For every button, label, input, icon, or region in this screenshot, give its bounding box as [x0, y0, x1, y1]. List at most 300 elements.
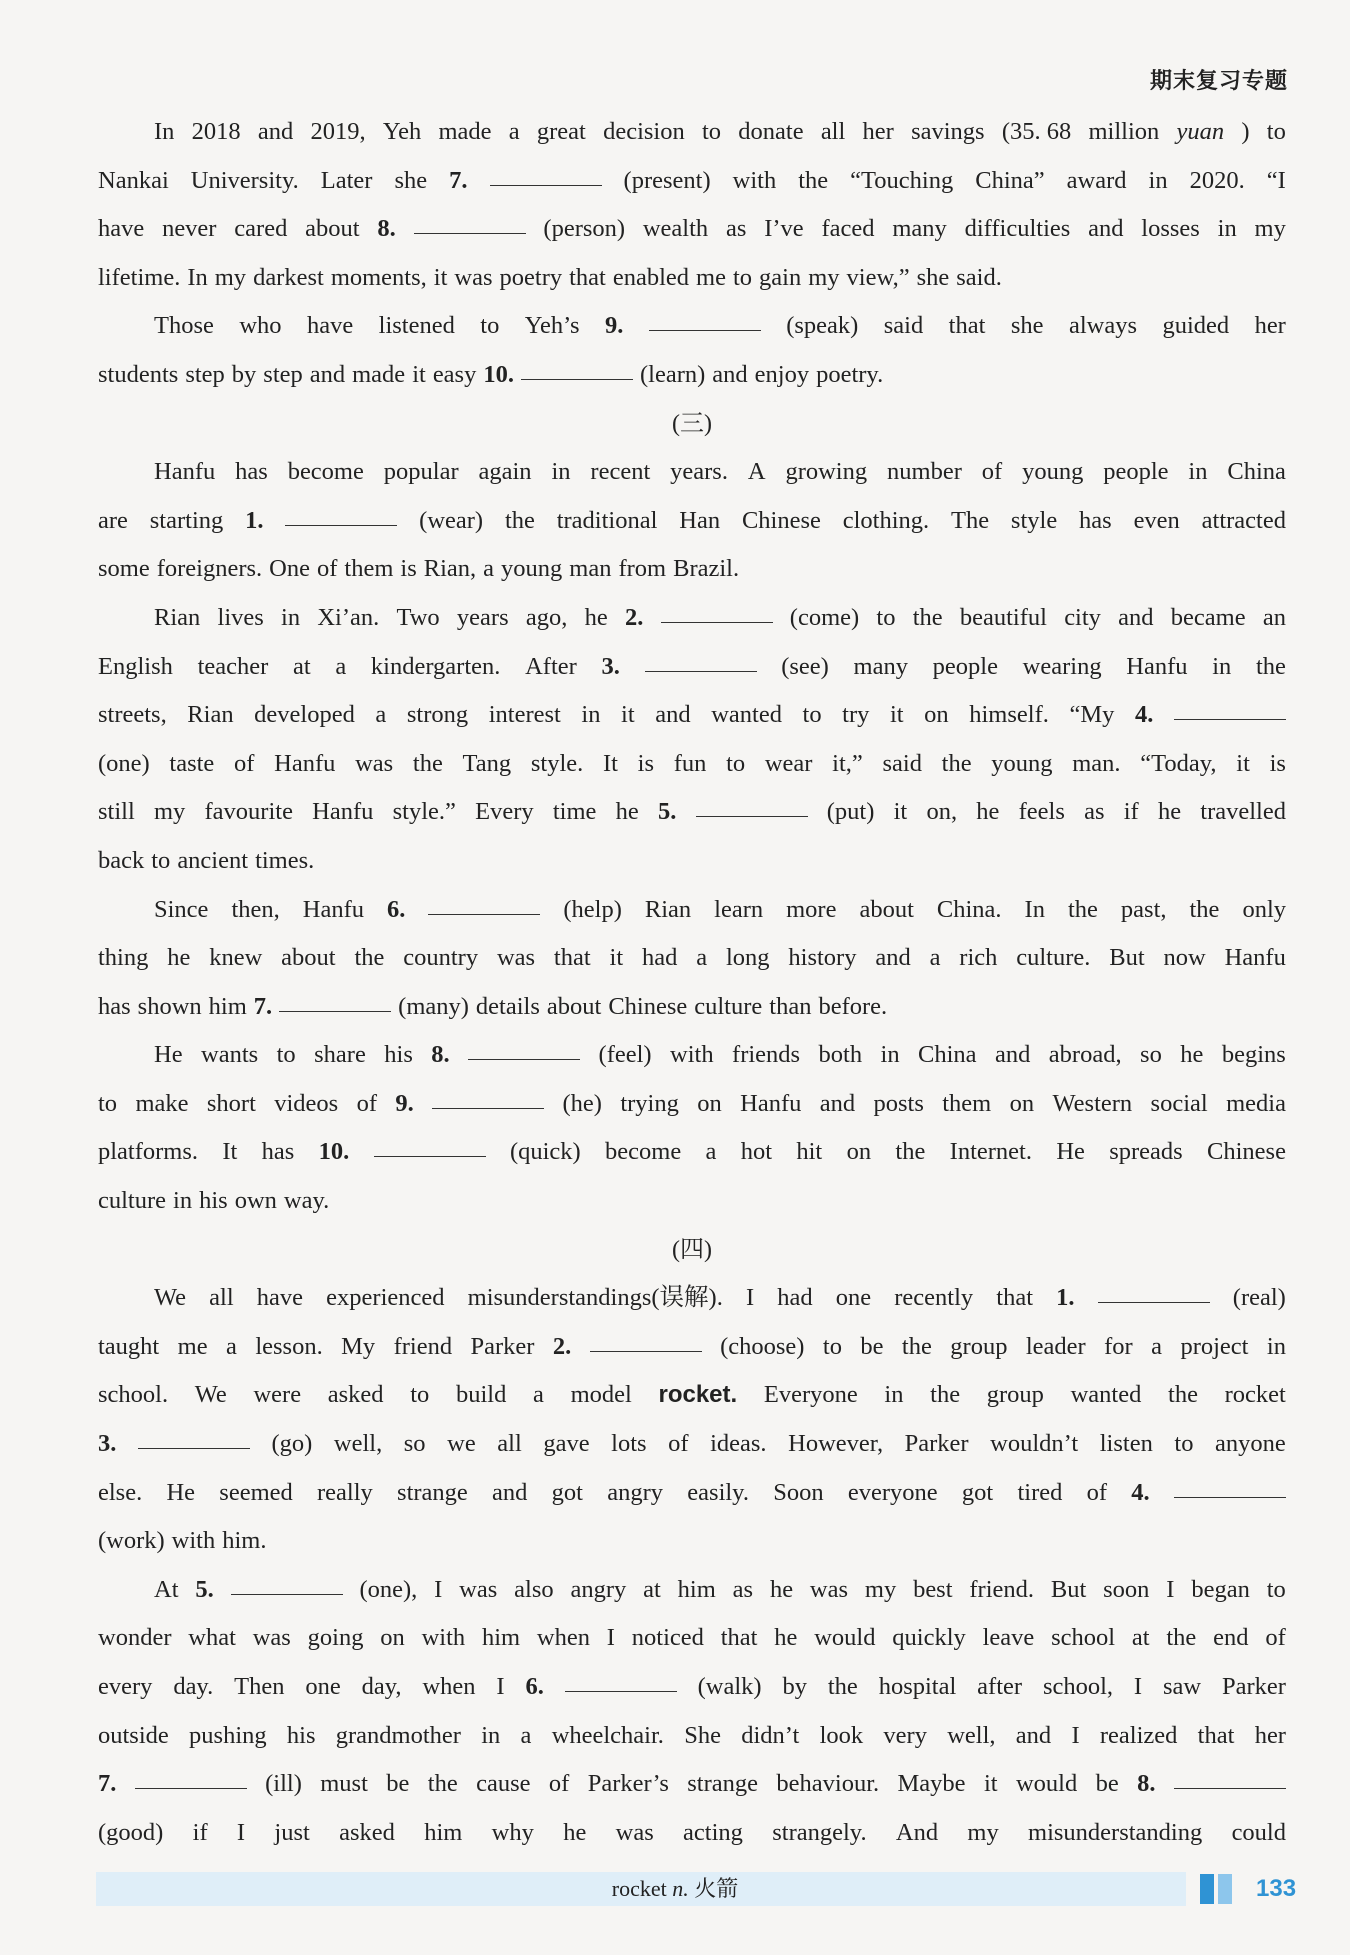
- word: culture: [98, 1187, 167, 1215]
- word: to: [480, 312, 500, 340]
- question-number: 1.: [1056, 1284, 1075, 1312]
- word: his: [199, 1187, 228, 1215]
- word: (learn): [639, 360, 706, 388]
- word: for: [1104, 1332, 1133, 1360]
- answer-blank[interactable]: [521, 355, 633, 380]
- word: guided: [1162, 312, 1230, 340]
- word: interest: [488, 701, 561, 729]
- word: the: [930, 1381, 961, 1409]
- word: would: [814, 1624, 876, 1652]
- word: of: [548, 1770, 570, 1798]
- word: (35. 68: [1001, 118, 1072, 145]
- word: 2018: [191, 118, 241, 145]
- word: I: [236, 1818, 246, 1846]
- word: that: [720, 1624, 758, 1652]
- word: taught: [98, 1332, 160, 1360]
- word: videos: [274, 1089, 339, 1117]
- word: a: [1151, 1332, 1163, 1360]
- word: pushing: [189, 1721, 267, 1749]
- word: and: [1088, 215, 1124, 243]
- word: was: [496, 944, 536, 972]
- word: has: [261, 1138, 295, 1166]
- word: just: [274, 1818, 310, 1846]
- word: on: [380, 1624, 405, 1652]
- word: Two: [396, 603, 440, 631]
- word: One: [269, 555, 310, 583]
- word: (good): [98, 1818, 164, 1846]
- word: said: [882, 749, 922, 777]
- word: We: [194, 1381, 227, 1409]
- word: hit: [796, 1138, 823, 1166]
- word: Chinese: [741, 506, 821, 534]
- word: darkest: [253, 263, 324, 291]
- word: But: [1109, 944, 1145, 972]
- question-number: 5.: [195, 1575, 214, 1603]
- word: (he): [562, 1089, 602, 1117]
- word: number: [887, 458, 962, 486]
- word: have: [256, 1284, 304, 1312]
- word: his: [384, 1041, 413, 1069]
- word: still: [98, 798, 135, 826]
- word: man.: [1072, 749, 1121, 777]
- word: China: [918, 1041, 977, 1069]
- word: then,: [231, 895, 280, 923]
- section-heading-label: (三): [672, 410, 712, 437]
- text-line: [98, 351, 1286, 400]
- word: he: [615, 798, 639, 826]
- word: faced: [821, 215, 875, 243]
- word: Parker: [904, 1430, 969, 1458]
- text-line: [98, 837, 1286, 886]
- word: wanted: [1070, 1381, 1142, 1409]
- word: could: [1231, 1818, 1286, 1846]
- word: misunderstanding: [1028, 1818, 1203, 1846]
- text-line: [98, 545, 1286, 594]
- word: in: [1188, 458, 1208, 486]
- word: that: [569, 263, 606, 291]
- word: a: [226, 1332, 237, 1360]
- word: to: [98, 1089, 118, 1117]
- word: in: [880, 1041, 900, 1069]
- text-line: [98, 1663, 1286, 1712]
- word: (person): [543, 215, 626, 243]
- word: taste: [169, 749, 215, 777]
- word: beautiful: [959, 603, 1047, 631]
- word: savings: [911, 118, 985, 145]
- word: my: [808, 263, 840, 291]
- word: now: [1163, 944, 1206, 972]
- word: long: [725, 944, 770, 972]
- word: donate: [738, 118, 804, 145]
- word: I: [1071, 1721, 1080, 1749]
- word: But: [1050, 1575, 1087, 1603]
- word: tired: [1017, 1478, 1063, 1506]
- answer-blank[interactable]: [565, 1667, 677, 1692]
- word: really: [317, 1478, 373, 1506]
- word: Nankai: [98, 166, 169, 194]
- word: became: [1170, 603, 1246, 631]
- word: a: [375, 701, 387, 729]
- word: made: [438, 118, 492, 145]
- word: he: [1180, 1041, 1204, 1069]
- word: realized: [1099, 1721, 1178, 1749]
- answer-blank[interactable]: [1174, 1473, 1286, 1498]
- answer-blank[interactable]: [135, 1764, 247, 1789]
- word: Yeh: [382, 118, 422, 145]
- answer-blank[interactable]: [468, 1035, 580, 1060]
- word: more: [786, 895, 837, 923]
- word: enabled: [612, 263, 690, 291]
- word: the: [412, 749, 443, 777]
- word: media: [1226, 1089, 1286, 1117]
- text-line: [98, 1760, 1286, 1809]
- word: Those: [154, 312, 214, 340]
- word: friends: [732, 1041, 801, 1069]
- word: to: [822, 1332, 842, 1360]
- word: well,: [947, 1721, 996, 1749]
- word: it: [621, 701, 635, 729]
- word: posts: [873, 1089, 924, 1117]
- answer-blank[interactable]: [231, 1570, 343, 1595]
- word: (one),: [359, 1575, 418, 1603]
- word: an: [1262, 603, 1286, 631]
- word: China: [1227, 458, 1286, 486]
- word: both: [818, 1041, 863, 1069]
- word: China”: [975, 166, 1045, 194]
- answer-blank[interactable]: [645, 647, 757, 672]
- word: We: [154, 1284, 187, 1312]
- word: a: [508, 118, 520, 145]
- text-line: [98, 1031, 1286, 1080]
- word: Soon: [773, 1478, 824, 1506]
- question-number: 8.: [377, 215, 396, 243]
- word: noticed: [631, 1624, 704, 1652]
- answer-blank[interactable]: [374, 1132, 486, 1157]
- word: with: [670, 1041, 714, 1069]
- answer-blank[interactable]: [661, 598, 773, 623]
- word: lives: [217, 603, 264, 631]
- word: said: [883, 312, 924, 340]
- word: cared: [234, 215, 288, 243]
- answer-blank[interactable]: [414, 209, 526, 234]
- word: I’ve: [764, 215, 804, 243]
- word: group: [986, 1381, 1044, 1409]
- word: to: [1266, 118, 1286, 145]
- word: about: [281, 944, 336, 972]
- word: “Today,: [1140, 749, 1217, 777]
- word: best: [913, 1575, 953, 1603]
- word: has: [98, 992, 131, 1020]
- word: favourite: [204, 798, 293, 826]
- question-number: 7.: [449, 166, 468, 194]
- word: to: [276, 1041, 296, 1069]
- word: one: [305, 1673, 341, 1700]
- word: Hanfu: [740, 1089, 802, 1117]
- word: end: [1213, 1624, 1249, 1652]
- word: recently: [894, 1284, 974, 1312]
- word: outside: [98, 1721, 169, 1749]
- word: step: [185, 360, 225, 388]
- answer-blank[interactable]: [490, 161, 602, 186]
- word: At: [154, 1575, 179, 1603]
- word: him: [481, 1624, 521, 1652]
- word: it: [412, 360, 426, 388]
- word: (one): [98, 749, 150, 777]
- word: wonder: [98, 1624, 172, 1652]
- text-line: [98, 1712, 1286, 1761]
- word: culture.: [1016, 944, 1091, 972]
- word: the: [798, 166, 829, 194]
- question-number: 7.: [98, 1770, 117, 1798]
- word: teacher: [197, 652, 269, 680]
- word: young: [501, 555, 563, 583]
- word: Yeh’s: [524, 312, 580, 340]
- answer-blank[interactable]: [696, 792, 808, 817]
- word: lots: [611, 1430, 647, 1458]
- text-line: [98, 205, 1286, 254]
- answer-blank[interactable]: [138, 1424, 250, 1449]
- word: when: [422, 1673, 476, 1700]
- page-number: 133: [1256, 1875, 1297, 1902]
- word: “I: [1266, 166, 1286, 194]
- word: (present): [623, 166, 711, 194]
- word: (walk): [697, 1673, 762, 1700]
- gloss-word: rocket: [611, 1876, 667, 1901]
- word: style: [1010, 506, 1058, 534]
- word: years: [456, 603, 509, 631]
- answer-blank[interactable]: [649, 306, 761, 331]
- word: rich: [959, 944, 998, 972]
- word: at: [292, 652, 311, 680]
- word: strangely.: [772, 1818, 867, 1846]
- text-line: [98, 1323, 1286, 1372]
- word: (work): [98, 1527, 165, 1555]
- footer-gloss: [0, 1868, 1350, 1910]
- word: past,: [1120, 895, 1167, 923]
- word: Hanfu: [312, 798, 374, 826]
- word: she: [1010, 312, 1044, 340]
- word: the: [901, 1332, 932, 1360]
- word: going: [307, 1624, 364, 1652]
- word: It: [602, 749, 618, 777]
- word: else.: [98, 1478, 143, 1506]
- word: my: [1254, 215, 1286, 243]
- word: from: [618, 555, 667, 583]
- word: he: [774, 1624, 798, 1652]
- word: Everyone: [763, 1381, 858, 1409]
- word: the: [941, 749, 972, 777]
- word: culture: [694, 992, 763, 1020]
- word: many: [892, 215, 947, 243]
- word: all: [820, 118, 846, 145]
- word: after: [977, 1673, 1023, 1700]
- word: ago,: [525, 603, 568, 631]
- word: of: [356, 1089, 378, 1117]
- word: day.: [173, 1673, 214, 1700]
- word: history: [788, 944, 857, 972]
- word: million: [1088, 118, 1160, 145]
- word: him.: [222, 1527, 267, 1555]
- glossed-word: rocket.: [658, 1381, 738, 1409]
- word: China.: [936, 895, 1002, 923]
- answer-blank[interactable]: [1174, 1764, 1286, 1789]
- text-line: [98, 1614, 1286, 1663]
- word: Hanfu: [1126, 652, 1188, 680]
- word: in: [1266, 1332, 1286, 1360]
- word: were: [253, 1381, 302, 1409]
- word: him: [208, 992, 247, 1020]
- word: young: [1022, 458, 1084, 486]
- text-line: [98, 1809, 1286, 1858]
- answer-blank[interactable]: [1174, 695, 1286, 720]
- word: (choose): [720, 1332, 805, 1360]
- word: Every: [475, 798, 534, 826]
- word: Rian: [154, 603, 201, 631]
- word: asked: [327, 1381, 384, 1409]
- text-line: [98, 108, 1286, 157]
- word: clothing.: [842, 506, 930, 534]
- word: travelled: [1200, 798, 1286, 826]
- word: a: [705, 1138, 717, 1166]
- word: (go): [271, 1430, 313, 1458]
- question-number: 3.: [98, 1430, 117, 1458]
- word: if: [1123, 798, 1139, 826]
- word: easily.: [687, 1478, 749, 1506]
- word: starting: [149, 506, 224, 534]
- question-number: 3.: [601, 652, 620, 680]
- word: it: [433, 263, 448, 291]
- word: way.: [283, 1187, 330, 1215]
- word: feels: [1018, 798, 1065, 826]
- word: Later: [320, 166, 373, 194]
- word: of: [234, 749, 255, 777]
- word: is: [400, 555, 417, 583]
- word: strange: [687, 1770, 759, 1798]
- word: the: [1255, 652, 1286, 680]
- word: become: [605, 1138, 682, 1166]
- word: After: [525, 652, 577, 680]
- word: own: [234, 1187, 277, 1215]
- word: kindergarten.: [370, 652, 501, 680]
- question-number: 6.: [525, 1673, 544, 1700]
- word: traditional: [556, 506, 658, 534]
- word: him: [677, 1575, 716, 1603]
- word: one: [835, 1284, 872, 1312]
- word: people: [1103, 458, 1169, 486]
- word: shown: [137, 992, 202, 1020]
- word: everyone: [847, 1478, 938, 1506]
- word: the: [1067, 895, 1098, 923]
- word: on,: [926, 798, 958, 826]
- word: fun: [673, 749, 707, 777]
- word: in: [1212, 652, 1232, 680]
- word: my: [864, 1575, 897, 1603]
- word: time: [552, 798, 597, 826]
- word: has: [235, 458, 268, 486]
- answer-blank[interactable]: [285, 501, 397, 526]
- word: began: [1191, 1575, 1250, 1603]
- word: step: [263, 360, 303, 388]
- word: “Touching: [850, 166, 954, 194]
- word: them: [942, 1089, 992, 1117]
- word: had: [642, 944, 678, 972]
- answer-blank[interactable]: [590, 1327, 702, 1352]
- word: build: [455, 1381, 507, 1409]
- word: her: [1254, 312, 1286, 340]
- question-number: 10.: [483, 360, 514, 388]
- word: me: [177, 1332, 208, 1360]
- word: project: [1180, 1332, 1249, 1360]
- word: (wear): [419, 506, 484, 534]
- word: on: [1009, 1089, 1035, 1117]
- question-number: 6.: [386, 895, 406, 923]
- word: wearing: [1022, 652, 1102, 680]
- word: have: [98, 215, 145, 243]
- answer-blank[interactable]: [279, 987, 391, 1012]
- word: a: [929, 944, 941, 972]
- word: Han: [679, 506, 721, 534]
- answer-blank[interactable]: [1098, 1278, 1210, 1303]
- word: who: [239, 312, 282, 340]
- word: in: [173, 1187, 193, 1215]
- word: he: [167, 944, 191, 972]
- word: developed: [254, 701, 355, 729]
- word: lifetime.: [98, 263, 181, 291]
- word: become: [287, 458, 364, 486]
- question-number: 2.: [552, 1332, 572, 1360]
- word: (quick): [509, 1138, 581, 1166]
- text-line: [98, 254, 1286, 303]
- question-number: 5.: [657, 798, 677, 826]
- answer-blank[interactable]: [428, 890, 540, 915]
- word: always: [1068, 312, 1137, 340]
- word: in: [884, 1381, 904, 1409]
- word: of: [981, 458, 1003, 486]
- word: Xi’an.: [317, 603, 380, 631]
- word: school.: [98, 1381, 169, 1409]
- word: Hanfu: [274, 749, 336, 777]
- word: and: [257, 118, 294, 145]
- gloss-part-of-speech: n.: [672, 1876, 689, 1901]
- word: are: [98, 506, 128, 534]
- text-line: [98, 497, 1286, 546]
- word: to: [732, 263, 753, 291]
- word: as: [1084, 798, 1105, 826]
- word: behaviour.: [776, 1770, 880, 1798]
- word: so: [1140, 1041, 1162, 1069]
- word: she: [916, 263, 950, 291]
- word: day,: [361, 1673, 402, 1700]
- text-line: [98, 1420, 1286, 1469]
- word: quickly: [892, 1624, 966, 1652]
- text-line: [98, 1469, 1286, 1518]
- word: himself.: [969, 701, 1049, 729]
- word: anyone: [1215, 1430, 1286, 1458]
- word: so: [403, 1430, 426, 1458]
- word: a: [533, 1381, 544, 1409]
- word: he: [563, 1818, 587, 1846]
- word: a: [483, 555, 495, 583]
- answer-blank[interactable]: [432, 1084, 544, 1109]
- word: school: [1051, 1624, 1116, 1652]
- word: that: [1197, 1721, 1235, 1749]
- word: style.: [530, 749, 584, 777]
- word: Maybe: [897, 1770, 966, 1798]
- word: My: [341, 1332, 376, 1360]
- text-line: [98, 740, 1286, 789]
- text-line: [98, 1517, 1286, 1566]
- word: rocket: [1224, 1381, 1286, 1409]
